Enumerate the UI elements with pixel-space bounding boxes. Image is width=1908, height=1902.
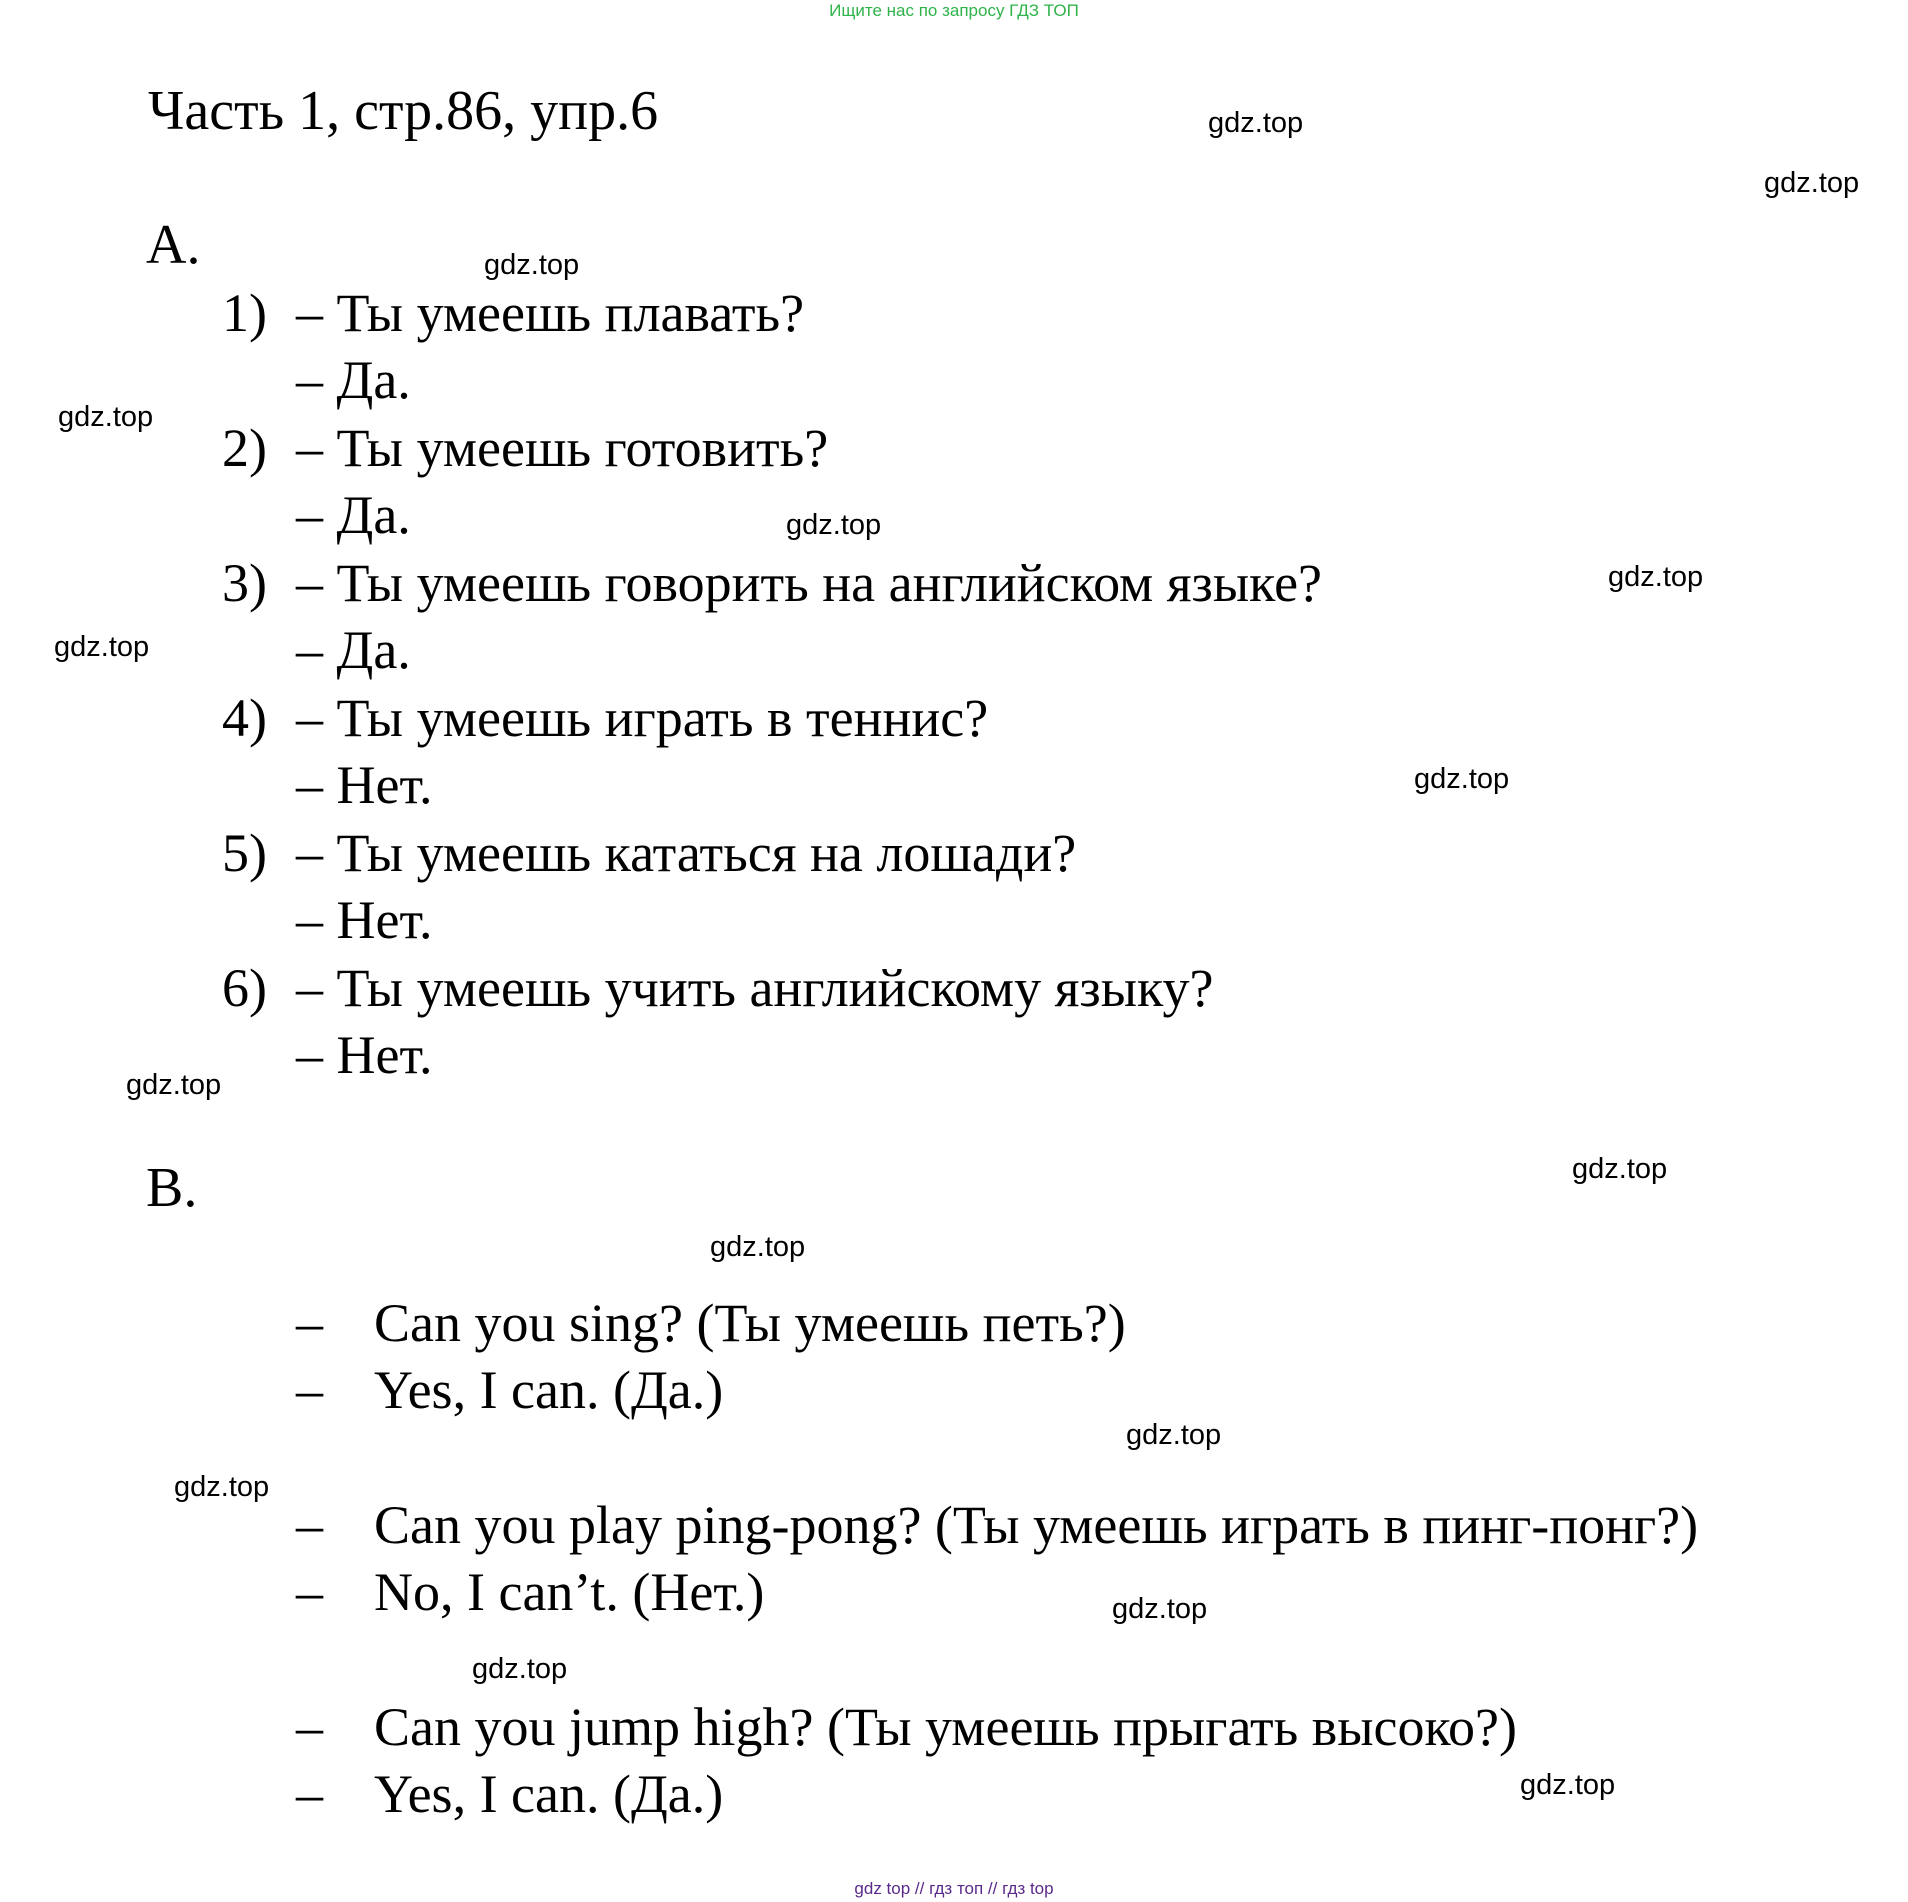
item-number: 5)	[222, 823, 267, 883]
watermark: gdz.top	[1112, 1593, 1208, 1625]
item-number: 3)	[222, 553, 267, 613]
watermark: gdz.top	[58, 401, 154, 433]
answer-line: – Да.	[296, 350, 411, 410]
dash: –	[296, 1495, 323, 1555]
dash: –	[296, 1293, 323, 1353]
item-number: 2)	[222, 418, 267, 478]
dash: –	[296, 1764, 323, 1824]
answer-line: – Нет.	[296, 1025, 433, 1085]
question-line: Can you sing? (Ты умеешь петь?)	[374, 1293, 1126, 1353]
question-line: – Ты умеешь играть в теннис?	[296, 688, 989, 748]
watermark: gdz.top	[126, 1069, 222, 1101]
watermark: gdz.top	[1572, 1153, 1668, 1185]
watermark: gdz.top	[54, 631, 150, 663]
watermark: gdz.top	[174, 1471, 270, 1503]
watermark: gdz.top	[1208, 107, 1304, 139]
answer-line: – Нет.	[296, 890, 433, 950]
dash: –	[296, 1697, 323, 1757]
page-title: Часть 1, стр.86, упр.6	[148, 80, 659, 142]
answer-line: – Да.	[296, 620, 411, 680]
watermark: gdz.top	[1126, 1419, 1222, 1451]
question-line: Can you jump high? (Ты умеешь прыгать высоко?)	[374, 1697, 1517, 1757]
watermark: gdz.top	[1764, 167, 1860, 199]
question-line: – Ты умеешь говорить на английском языке?	[296, 553, 1322, 613]
question-line: – Ты умеешь плавать?	[296, 283, 805, 343]
watermark: gdz.top	[1520, 1769, 1616, 1801]
answer-line: – Да.	[296, 485, 411, 545]
watermark: gdz.top	[484, 249, 580, 281]
answer-line: – Нет.	[296, 755, 433, 815]
dash: –	[296, 1562, 323, 1622]
question-line: – Ты умеешь кататься на лошади?	[296, 823, 1077, 883]
answer-line: Yes, I can. (Да.)	[374, 1764, 724, 1824]
answer-line: No, I can’t. (Нет.)	[374, 1562, 765, 1622]
footer-links: gdz top // гдз топ // гдз top	[854, 1879, 1054, 1898]
watermark: gdz.top	[1414, 763, 1510, 795]
search-banner: Ищите нас по запросу ГДЗ ТОП	[829, 1, 1079, 20]
section-a-label: A.	[146, 214, 201, 276]
section-b-label: B.	[146, 1157, 198, 1219]
item-number: 6)	[222, 958, 267, 1018]
watermark: gdz.top	[786, 509, 882, 541]
question-line: – Ты умеешь готовить?	[296, 418, 829, 478]
watermark: gdz.top	[1608, 561, 1704, 593]
answer-line: Yes, I can. (Да.)	[374, 1360, 724, 1420]
watermark: gdz.top	[710, 1231, 806, 1263]
item-number: 4)	[222, 688, 267, 748]
dash: –	[296, 1360, 323, 1420]
question-line: Can you play ping-pong? (Ты умеешь играть в пинг-понг?)	[374, 1495, 1699, 1555]
item-number: 1)	[222, 283, 267, 343]
question-line: – Ты умеешь учить английскому языку?	[296, 958, 1214, 1018]
watermark: gdz.top	[472, 1653, 568, 1685]
